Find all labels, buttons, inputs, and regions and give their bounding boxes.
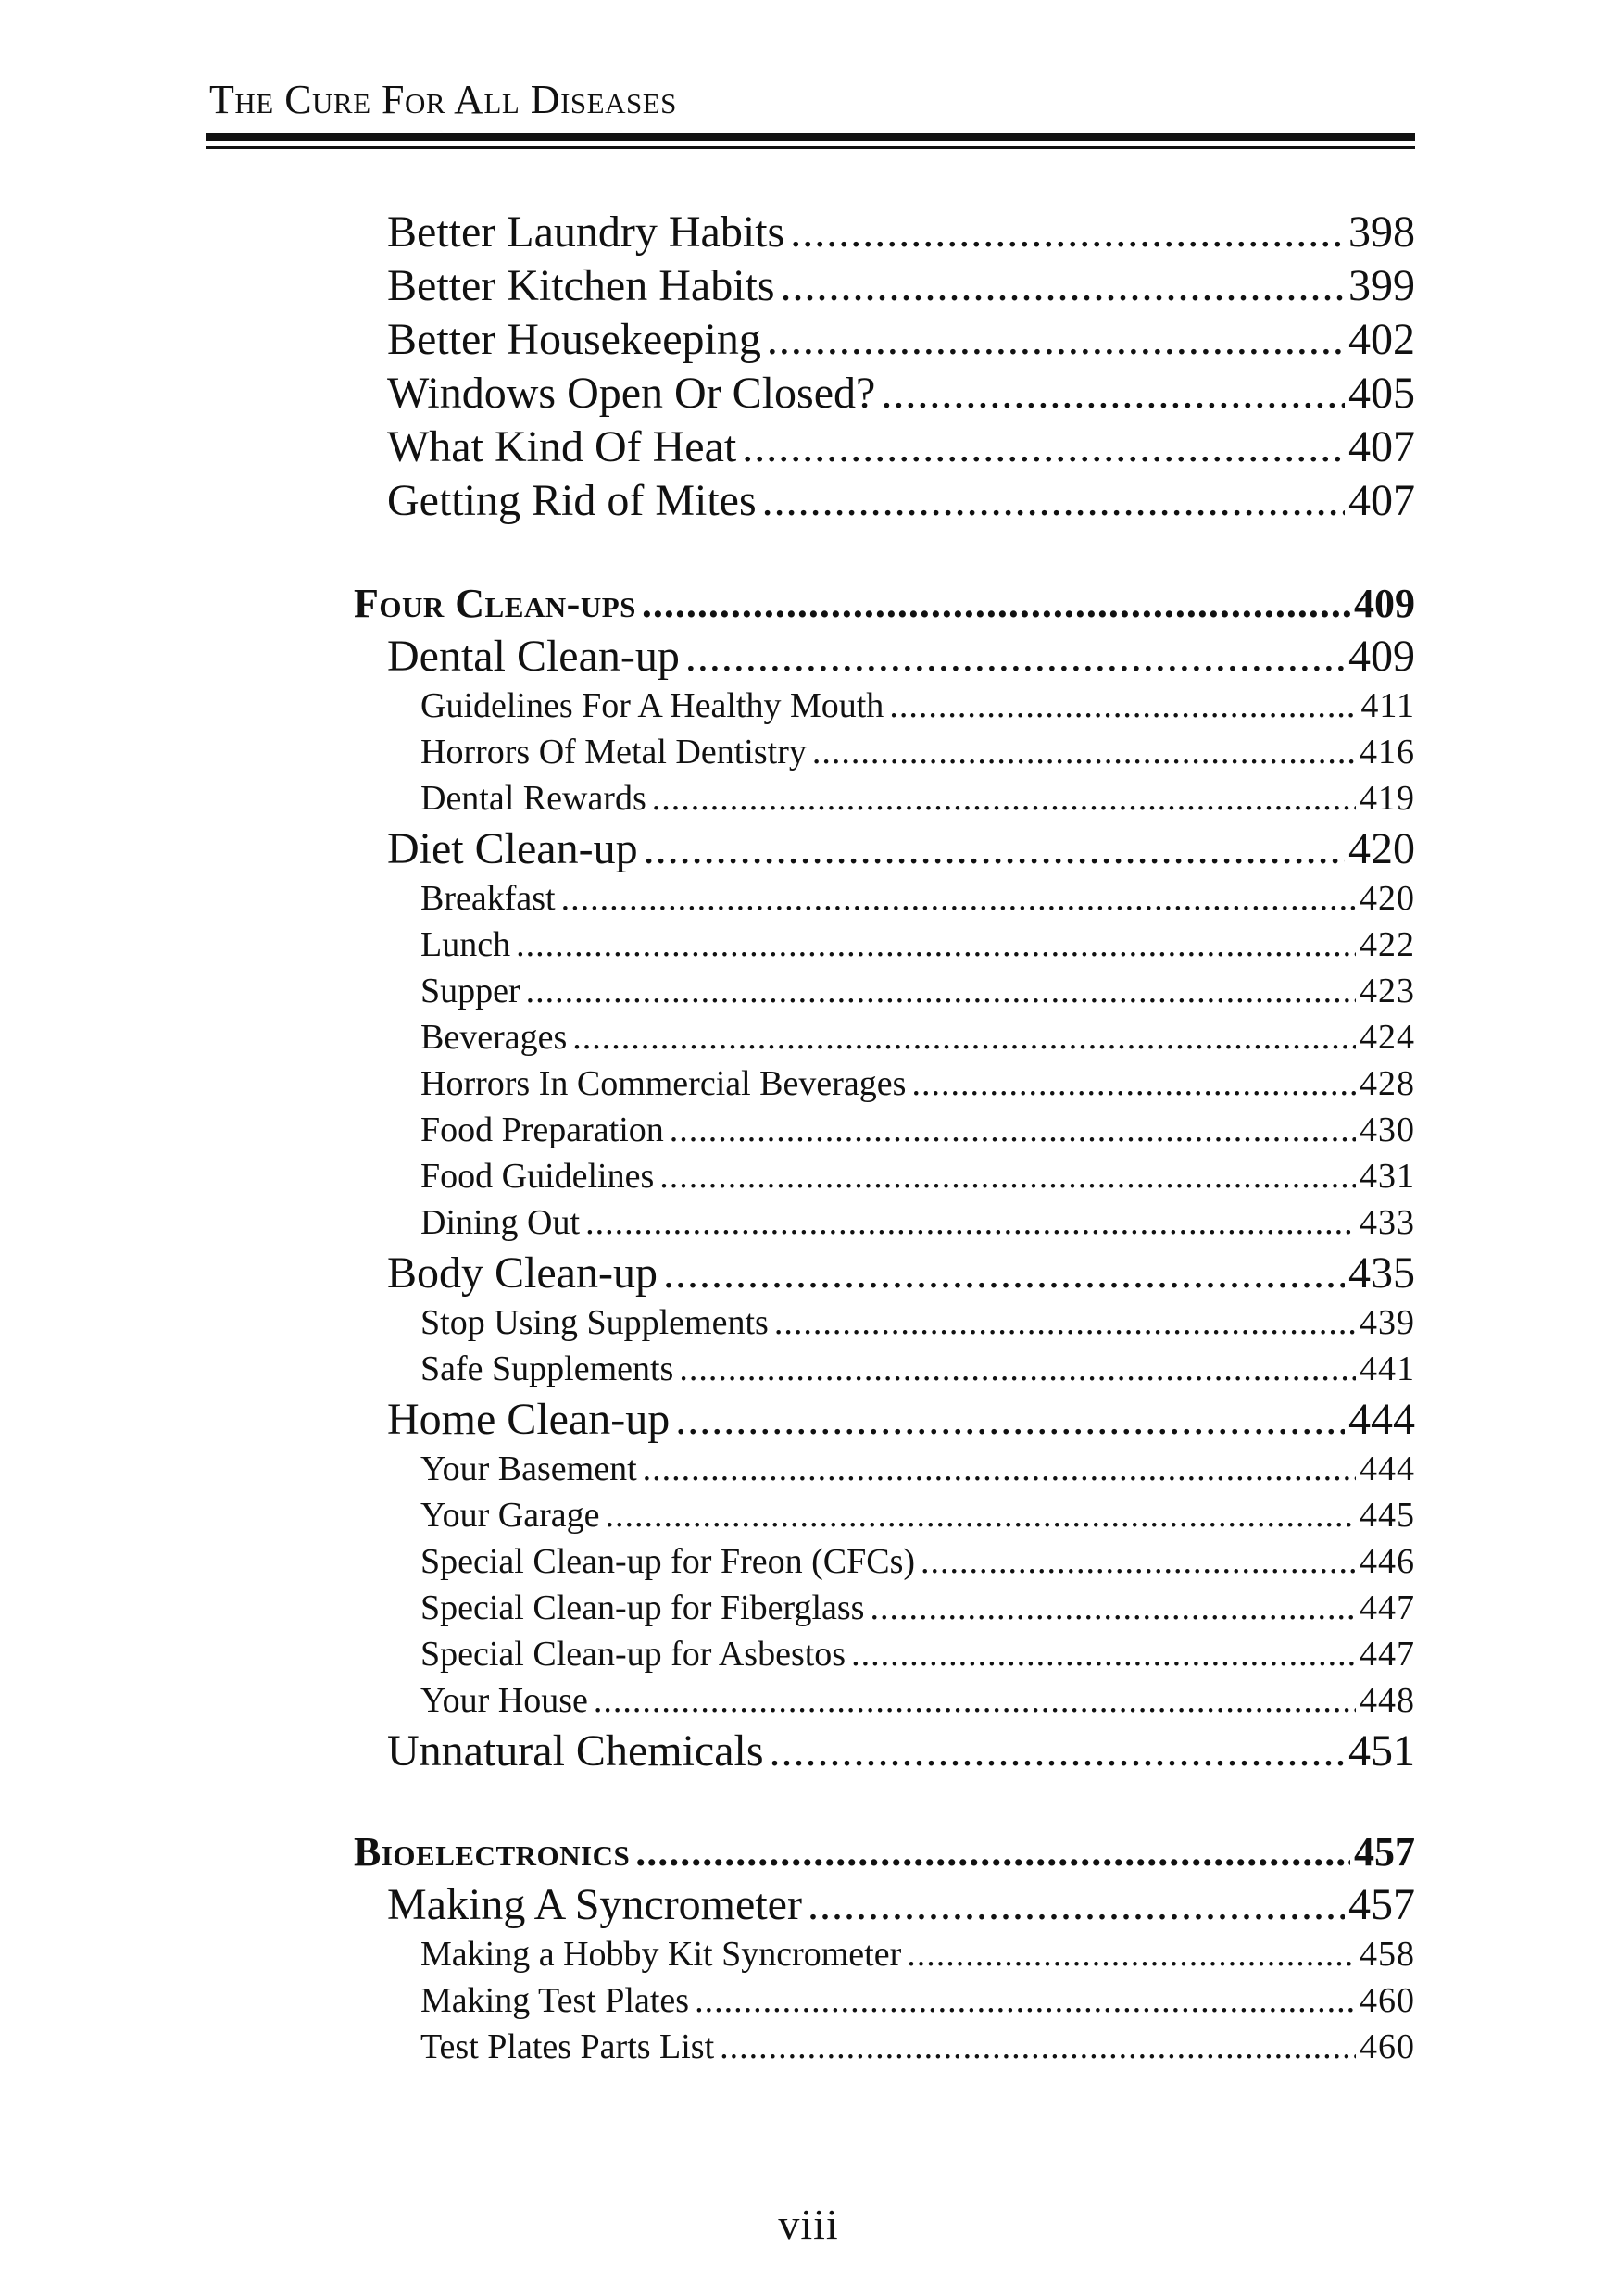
toc-chapter: [354, 1826, 1415, 1878]
toc-subentry: [420, 1978, 1415, 2023]
toc-entry-page: 407: [1348, 476, 1415, 525]
toc-subentry-page: 433: [1360, 1203, 1415, 1242]
toc-entry-title: Getting Rid of Mites: [387, 476, 757, 525]
toc-entry: [387, 1247, 1415, 1300]
toc-subentry-title: Supper: [420, 972, 520, 1010]
toc-subentry-title: Stop Using Supplements: [420, 1303, 769, 1342]
dot-leader: [695, 1978, 1356, 2023]
toc-entry-page: 444: [1348, 1395, 1415, 1444]
toc-subentry-title: Your House: [420, 1681, 588, 1720]
toc-entry: [387, 367, 1415, 420]
toc-subentry-page: 444: [1360, 1449, 1415, 1488]
toc-subentry: [420, 1300, 1415, 1345]
toc-entry-page: 451: [1348, 1726, 1415, 1775]
dot-leader: [812, 730, 1356, 774]
toc-subentry-page: 420: [1360, 879, 1415, 918]
toc-subentry-page: 430: [1360, 1110, 1415, 1149]
toc-subentry-title: Food Guidelines: [420, 1157, 655, 1196]
toc-entry: [387, 630, 1415, 684]
toc-subentry: [420, 1932, 1415, 1976]
dot-leader: [767, 313, 1345, 367]
toc-subentry: [420, 922, 1415, 967]
toc-subentry-page: 445: [1360, 1496, 1415, 1535]
toc-subentry: [420, 1632, 1415, 1676]
toc-entry: [387, 474, 1415, 528]
dot-leader: [770, 1725, 1345, 1778]
toc-subentry: [420, 1200, 1415, 1245]
dot-leader: [670, 1108, 1356, 1152]
toc-subentry-page: 439: [1360, 1303, 1415, 1342]
toc-entry-title: Home Clean-up: [387, 1395, 671, 1444]
dot-leader: [851, 1632, 1356, 1676]
dot-leader: [516, 922, 1356, 967]
toc-subentry-page: 431: [1360, 1157, 1415, 1196]
toc-subentry-title: Making Test Plates: [420, 1981, 690, 2020]
dot-leader: [774, 1300, 1356, 1345]
toc-subentry-page: 448: [1360, 1681, 1415, 1720]
toc-entry-title: Making A Syncrometer: [387, 1880, 802, 1929]
toc-subentry-title: Making a Hobby Kit Syncrometer: [420, 1935, 902, 1974]
toc-subentry-title: Special Clean-up for Asbestos: [420, 1635, 846, 1674]
dot-leader: [572, 1015, 1356, 1060]
dot-leader: [679, 1347, 1356, 1391]
toc-subentry-title: Breakfast: [420, 879, 556, 918]
toc-subentry: [420, 1447, 1415, 1491]
toc-subentry-title: Guidelines For A Healthy Mouth: [420, 686, 884, 725]
dot-leader: [594, 1678, 1356, 1723]
toc-subentry-page: 424: [1360, 1018, 1415, 1057]
toc-entry-title: Better Kitchen Habits: [387, 261, 775, 310]
toc-entry-title: Dental Clean-up: [387, 632, 680, 681]
dot-leader: [907, 1932, 1356, 1976]
toc-subentry-title: Horrors In Commercial Beverages: [420, 1064, 907, 1103]
toc-chapter-title: Bioelectronics: [354, 1829, 631, 1875]
dot-leader: [526, 969, 1356, 1013]
toc-subentry: [420, 1154, 1415, 1198]
toc-subentry: [420, 1015, 1415, 1060]
toc-subentry-page: 447: [1360, 1588, 1415, 1627]
toc-entry-title: Unnatural Chemicals: [387, 1726, 764, 1775]
dot-leader: [808, 1878, 1345, 1932]
dot-leader: [585, 1200, 1356, 1245]
toc-entry-title: Better Housekeeping: [387, 315, 761, 364]
toc-subentry-title: Dental Rewards: [420, 779, 646, 818]
toc-subentry-page: 411: [1360, 686, 1415, 725]
toc-subentry-title: Horrors Of Metal Dentistry: [420, 733, 807, 772]
toc-subentry-page: 446: [1360, 1542, 1415, 1581]
toc-entry-page: 409: [1348, 632, 1415, 681]
toc-entry-page: 435: [1348, 1248, 1415, 1298]
toc-subentry: [420, 684, 1415, 728]
toc-subentry-title: Dining Out: [420, 1203, 581, 1242]
dot-leader: [790, 206, 1345, 259]
toc-subentry-page: 416: [1360, 733, 1415, 772]
dot-leader: [635, 1826, 1350, 1878]
toc-subentry-page: 460: [1360, 1981, 1415, 2020]
toc-entry-title: Diet Clean-up: [387, 824, 638, 873]
toc-subentry-page: 422: [1360, 925, 1415, 964]
toc-entry: [387, 1878, 1415, 1932]
toc-entry-page: 398: [1348, 207, 1415, 257]
toc-subentry-page: 458: [1360, 1935, 1415, 1974]
dot-leader: [685, 630, 1345, 684]
toc-subentry-page: 428: [1360, 1064, 1415, 1103]
dot-leader: [720, 2025, 1356, 2069]
page-number: viii: [778, 2201, 839, 2248]
dot-leader: [644, 822, 1345, 876]
running-head: The Cure For All Diseases: [209, 77, 677, 122]
dot-leader: [921, 1539, 1356, 1584]
dot-leader: [643, 1447, 1356, 1491]
toc-subentry-title: Test Plates Parts List: [420, 2027, 715, 2066]
dot-leader: [561, 876, 1356, 921]
dot-leader: [911, 1061, 1356, 1106]
dot-leader: [889, 684, 1357, 728]
toc-subentry: [420, 1493, 1415, 1537]
dot-leader: [606, 1493, 1357, 1537]
toc-entry-title: Better Laundry Habits: [387, 207, 785, 257]
toc-subentry: [420, 1678, 1415, 1723]
toc-subentry-title: Lunch: [420, 925, 511, 964]
toc-subentry-title: Special Clean-up for Freon (CFCs): [420, 1542, 916, 1581]
toc-subentry: [420, 1108, 1415, 1152]
dot-leader: [870, 1586, 1356, 1630]
toc-entry: [387, 259, 1415, 313]
toc-subentry: [420, 730, 1415, 774]
toc-subentry-title: Safe Supplements: [420, 1349, 674, 1388]
toc-subentry: [420, 1347, 1415, 1391]
toc-subentry-title: Food Preparation: [420, 1110, 664, 1149]
toc-subentry: [420, 776, 1415, 821]
dot-leader: [881, 367, 1345, 420]
toc-entry-page: 405: [1348, 369, 1415, 418]
toc-subentry-title: Your Garage: [420, 1496, 600, 1535]
toc-subentry-title: Beverages: [420, 1018, 568, 1057]
toc-subentry: [420, 2025, 1415, 2069]
dot-leader: [663, 1247, 1345, 1300]
toc-chapter-page: 409: [1354, 581, 1415, 626]
toc-entry: [387, 1393, 1415, 1447]
dot-leader: [652, 776, 1356, 821]
toc-subentry: [420, 1586, 1415, 1630]
toc-subentry-title: Special Clean-up for Fiberglass: [420, 1588, 865, 1627]
toc-subentry-page: 419: [1360, 779, 1415, 818]
toc-subentry: [420, 876, 1415, 921]
toc-entry-page: 399: [1348, 261, 1415, 310]
toc-subentry: [420, 1539, 1415, 1584]
toc-subentry-page: 441: [1360, 1349, 1415, 1388]
toc-subentry-page: 447: [1360, 1635, 1415, 1674]
toc-subentry-page: 423: [1360, 972, 1415, 1010]
toc-chapter-title: Four Clean-ups: [354, 581, 636, 626]
toc-entry-title: Body Clean-up: [387, 1248, 658, 1298]
toc-entry-page: 402: [1348, 315, 1415, 364]
toc-chapter-page: 457: [1354, 1829, 1415, 1875]
dot-leader: [659, 1154, 1356, 1198]
toc-subentry-page: 460: [1360, 2027, 1415, 2066]
dot-leader: [675, 1393, 1345, 1447]
toc-subentry: [420, 969, 1415, 1013]
toc-subentry-title: Your Basement: [420, 1449, 637, 1488]
toc-entry-page: 407: [1348, 422, 1415, 471]
toc-chapter: [354, 578, 1415, 630]
dot-leader: [781, 259, 1345, 313]
toc-entry: [387, 313, 1415, 367]
dot-leader: [742, 420, 1345, 474]
toc-entry: [387, 1725, 1415, 1778]
toc-entry-title: Windows Open Or Closed?: [387, 369, 876, 418]
dot-leader: [642, 578, 1350, 630]
toc-entry: [387, 822, 1415, 876]
toc-entry-page: 420: [1348, 824, 1415, 873]
toc-entry-title: What Kind Of Heat: [387, 422, 737, 471]
dot-leader: [762, 474, 1345, 528]
toc-entry: [387, 420, 1415, 474]
toc-entry-page: 457: [1348, 1880, 1415, 1929]
toc-subentry: [420, 1061, 1415, 1106]
toc-entry: [387, 206, 1415, 259]
